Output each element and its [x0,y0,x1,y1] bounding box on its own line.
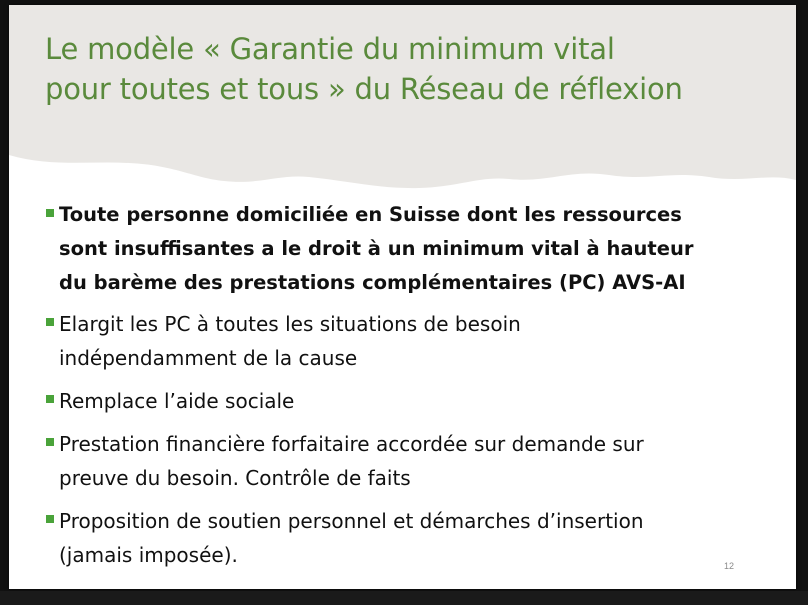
bullet-line: du barème des prestations complémentaires (PC) AVS-AI [59,271,686,294]
bullet-item [45,384,765,418]
square-bullet-icon [46,318,54,326]
bullet-line: indépendamment de la cause [59,346,358,370]
square-bullet-icon [46,515,54,523]
square-bullet-icon [46,395,54,403]
bullet-line: (jamais imposée). [59,543,238,567]
bullet-item [45,307,765,375]
bullet-line: Prestation financière forfaitaire accordée sur demande sur [59,432,644,456]
slide-title-line: Le modèle « Garantie du minimum vital [45,32,615,66]
bullet-item [45,427,765,495]
bullet-line: preuve du besoin. Contrôle de faits [59,466,411,490]
slide-title [45,29,785,109]
square-bullet-icon [46,209,54,217]
bullet-item [45,504,765,572]
bullet-text [59,198,765,300]
bullet-text [59,427,765,495]
bullet-list [45,198,765,581]
bullet-text [59,307,765,375]
viewer-bottom-bar [0,591,808,605]
slide [9,5,796,589]
bullet-line: Toute personne domiciliée en Suisse dont les ressources [59,203,682,226]
bullet-line: Elargit les PC à toutes les situations de besoin [59,312,521,336]
bullet-line: sont insuffisantes a le droit à un minimum vital à hauteur [59,237,694,260]
square-bullet-icon [46,438,54,446]
bullet-line: Proposition de soutien personnel et démarches d’insertion [59,509,644,533]
bullet-item [45,198,765,300]
bullet-line: Remplace l’aide sociale [59,389,295,413]
page-number: 12 [723,561,734,571]
bullet-text [59,504,765,572]
bullet-text [59,384,765,418]
slide-title-line: pour toutes et tous » du Réseau de réflexion [45,72,683,106]
